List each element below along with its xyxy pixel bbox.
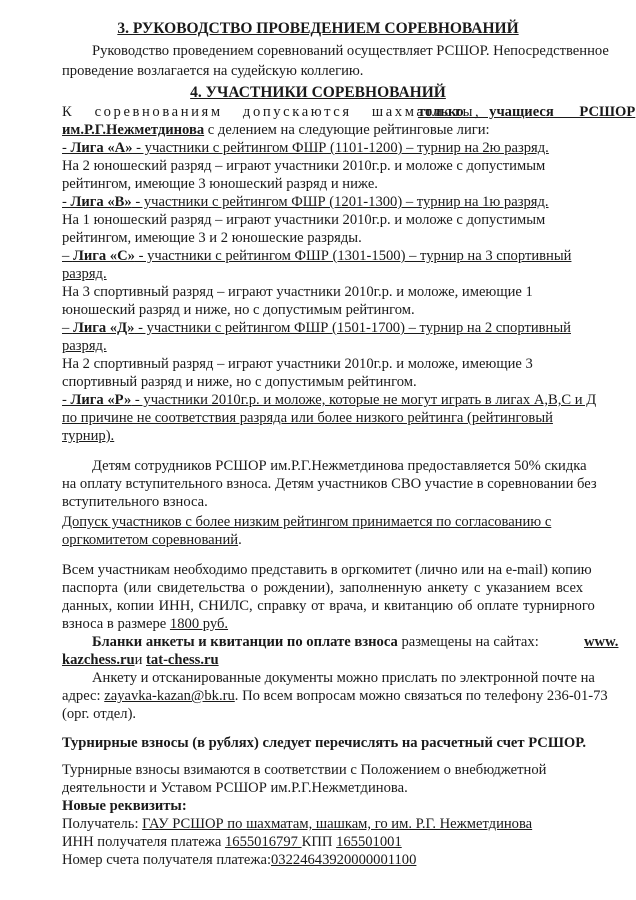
- league-b-rule-2: рейтингом, имеющие 3 и 2 юношеские разряды.: [62, 230, 362, 246]
- league-p-name: Лига «Р»: [70, 392, 132, 408]
- discount-line-2: на оплату вступительного взноса. Детям участников СВО участие в соревновании без: [62, 476, 597, 492]
- recipient-value: ГАУ РСШОР по шахматам, шашкам, го им. Р.Г. Нежметдинова: [142, 816, 533, 832]
- lower-rating-text: оргкомитетом соревнований: [62, 532, 239, 548]
- dash: –: [62, 320, 73, 336]
- school-name: им.Р.Г.Нежметдинова: [62, 122, 205, 138]
- league-d-rule-2: спортивный разряд и ниже, но с допустимым рейтингом.: [62, 374, 417, 390]
- docs-line-2: паспорта (или свидетельства о рождении), заполненную анкету с указанием всех: [62, 580, 584, 596]
- account-value: 03224643920000001100: [271, 852, 417, 868]
- section-3-title: 3. РУКОВОДСТВО ПРОВЕДЕНИЕМ СОРЕВНОВАНИЙ: [117, 20, 519, 37]
- address-label: адрес:: [62, 688, 105, 704]
- league-d-desc: - участники с рейтингом ФШР (1501-1700) – турнир на 2 спортивный: [134, 320, 571, 336]
- league-c-desc: - участники с рейтингом ФШР (1301-1500) – турнир на 3 спортивный: [134, 248, 572, 264]
- league-b-line: [62, 194, 549, 211]
- league-c-rule-2: юношеский разряд и ниже, но с допустимым рейтингом.: [62, 302, 415, 318]
- inn-label: ИНН получателя платежа: [62, 834, 225, 850]
- conjunction: и: [134, 652, 147, 668]
- email-link[interactable]: zayavka-kazan@bk.ru: [104, 688, 235, 704]
- intro-leagues-text: с делением на следующие рейтинговые лиги:: [204, 122, 490, 138]
- intro-text: К соревнованиям допускаются шахматисты,: [62, 104, 482, 120]
- section-3-text-line-2: проведение возлагается на судейскую коллегию.: [62, 63, 364, 79]
- email-line-3: (орг. отдел).: [62, 706, 137, 722]
- league-b-desc: - участники с рейтингом ФШР (1201-1300) – турнир на 1ю разряд.: [131, 194, 549, 210]
- league-a-name: Лига «А»: [70, 140, 133, 156]
- docs-line-4: [62, 616, 228, 633]
- recipient-line: [62, 816, 532, 833]
- forms-sites-text: размещены на сайтах:: [397, 634, 539, 650]
- site-kazchess-link[interactable]: kazchess.ru: [62, 652, 135, 668]
- forms-line-2: [62, 652, 219, 669]
- forms-title: Бланки анкеты и квитанции по оплате взноса: [92, 634, 398, 650]
- league-c-line: [62, 248, 571, 265]
- league-a-desc: - участники с рейтингом ФШР (1101-1200) – турнир на 2ю разряд.: [132, 140, 549, 156]
- kpp-value: 165501001: [336, 834, 402, 850]
- league-d-line: [62, 320, 571, 337]
- email-line-1: Анкету и отсканированные документы можно прислать по электронной почте на: [92, 670, 595, 686]
- league-a-rule-2: рейтингом, имеющие 3 юношеский разряд и ниже.: [62, 176, 378, 192]
- dash: –: [62, 248, 73, 264]
- league-p-line-3: турнир).: [62, 428, 115, 444]
- league-p-desc: - участники 2010г.р. и моложе, которые не могут играть в лигах А,В,С и Д: [131, 392, 597, 408]
- account-label: Номер счета получателя платежа:: [62, 852, 271, 868]
- fees-line-1: Турнирные взносы взимаются в соответствии с Положением о внебюджетной: [62, 762, 547, 778]
- intro-restriction: только учащиеся РСШОР: [418, 104, 636, 120]
- league-c-rule-1: На 3 спортивный разряд – играют участники 2010г.р. и моложе, имеющие 1: [62, 284, 533, 300]
- league-d-rule-1: На 2 спортивный разряд – играют участники 2010г.р. и моложе, имеющие 3: [62, 356, 533, 372]
- requisites-title: Новые реквизиты:: [62, 798, 187, 814]
- league-d-line-2: разряд.: [62, 338, 107, 354]
- discount-line-3: вступительного взноса.: [62, 494, 208, 510]
- lower-rating-line-2: [62, 532, 242, 549]
- league-c-line-2: разряд.: [62, 266, 107, 282]
- forms-line-1: [92, 634, 619, 651]
- fee-amount: 1800 руб.: [169, 616, 229, 632]
- section-4-title: 4. УЧАСТНИКИ СОРЕВНОВАНИЙ: [190, 84, 446, 101]
- fees-line-2: деятельности и Уставом РСШОР им.Р.Г.Нежметдинова.: [62, 780, 408, 796]
- www-prefix: www.: [584, 634, 619, 650]
- dash: -: [62, 392, 71, 408]
- lower-rating-line-1: Допуск участников с более низким рейтингом принимается по согласованию с: [62, 514, 552, 530]
- site-tatchess-link[interactable]: tat-chess.ru: [146, 652, 219, 668]
- league-b-name: Лига «В»: [70, 194, 132, 210]
- intro-line-2: [62, 122, 490, 139]
- league-c-name: Лига «С»: [72, 248, 135, 264]
- league-a-rule-1: На 2 юношеский разряд – играют участники 2010г.р. и моложе с допустимым: [62, 158, 546, 174]
- account-line: [62, 852, 416, 869]
- recipient-label: Получатель:: [62, 816, 143, 832]
- league-b-rule-1: На 1 юношеский разряд – играют участники 2010г.р. и моложе с допустимым: [62, 212, 546, 228]
- intro-line-1: [62, 104, 636, 121]
- fees-title: Турнирные взносы (в рублях) следует перечислять на расчетный счет РСШОР.: [62, 735, 586, 751]
- period: .: [238, 532, 242, 548]
- section-3-text-line-1: Руководство проведением соревнований осуществляет РСШОР. Непосредственное: [92, 43, 609, 59]
- inn-value: 1655016797: [224, 834, 298, 850]
- docs-line-1: Всем участникам необходимо представить в оргкомитет (лично или на e-mail) копию: [62, 562, 592, 578]
- discount-line-1: Детям сотрудников РСШОР им.Р.Г.Нежметдинова предоставляется 50% скидка: [92, 458, 587, 474]
- docs-fee-text: взноса в размере: [62, 616, 170, 632]
- league-p-line-2: по причине не соответствия разряда или более низкого рейтинга (рейтинговый: [62, 410, 553, 426]
- dash: -: [62, 194, 71, 210]
- league-a-line: [62, 140, 549, 157]
- email-line-2: [62, 688, 608, 705]
- kpp-label: КПП: [301, 834, 337, 850]
- inn-kpp-line: [62, 834, 402, 851]
- phone-text: . По всем вопросам можно связаться по телефону 236-01-73: [234, 688, 608, 704]
- league-d-name: Лига «Д»: [72, 320, 135, 336]
- league-p-line: [62, 392, 596, 409]
- dash: -: [62, 140, 71, 156]
- docs-line-3: данных, копии ИНН, СНИЛС, справку от врача, и квитанцию об оплате турнирного: [62, 598, 595, 614]
